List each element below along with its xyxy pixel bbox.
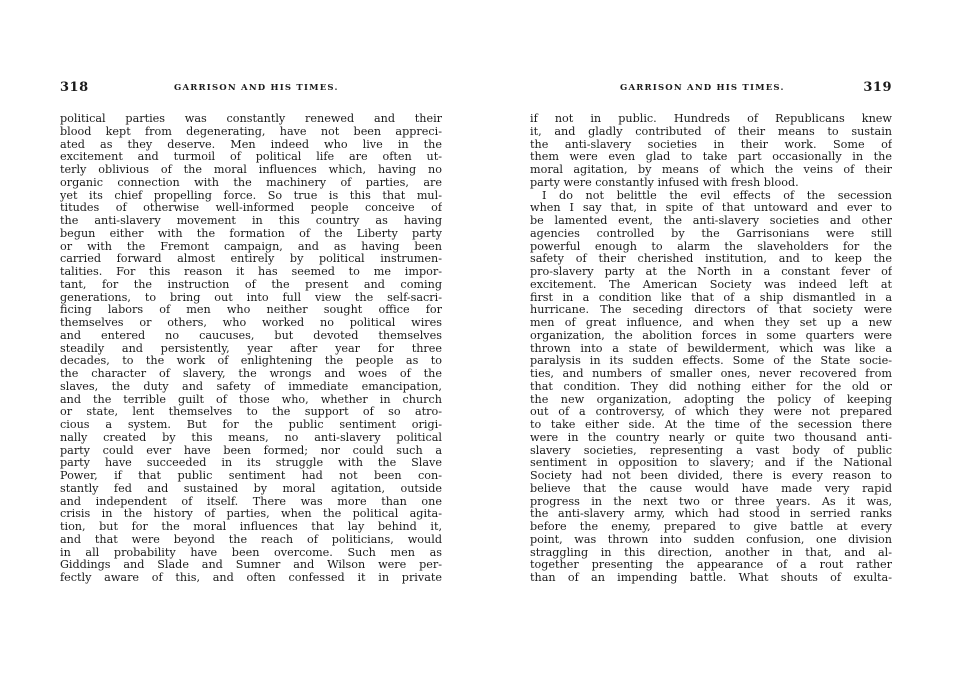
text-line: crisis in the history of parties, when the political agita- [60, 508, 442, 521]
text-line: before the enemy, prepared to give battle at every [530, 521, 892, 533]
text-line: and entered no caucuses, but devoted themselves [60, 329, 442, 342]
text-line: agencies controlled by the Garrisonians were still [530, 227, 892, 240]
text-line: Giddings and Slade and Sumner and Wilson were per- [60, 559, 442, 572]
text-line: straggling in this direction, another in that, and al- [530, 546, 892, 559]
text-line: organization, the abolition forces in some quarters were [530, 329, 892, 342]
text-line: and independent of itself. There was more than one [60, 495, 442, 508]
text-line: carried forward almost entirely by political instrumen- [60, 253, 442, 266]
text-line: the new organization, adopting the policy of keeping [530, 393, 892, 406]
text-line: or state, lent themselves to the support of so atro- [60, 406, 442, 419]
text-line: pro-slavery party at the North in a constant fever of [530, 266, 892, 278]
text-line: moral agitation, by means of which the veins of their [530, 164, 892, 176]
text-line: sentiment in opposition to slavery; and if the National [530, 457, 892, 470]
left-page-number: 318 [60, 80, 89, 95]
text-line: slavery societies, representing a vast body of public [530, 444, 892, 457]
text-line: progress in the next two or three years. As it was, [530, 495, 892, 508]
text-line: point, was thrown into sudden confusion, one division [530, 533, 892, 546]
text-line: talities. For this reason it has seemed to me impor- [60, 266, 442, 278]
left-page [60, 0, 442, 698]
text-line: in all probability have been overcome. Such men as [60, 546, 442, 559]
text-line: when I say that, in spite of that untoward and ever to [530, 202, 892, 215]
right-page-number: 319 [863, 80, 892, 95]
text-line: first in a condition like that of a ship dismantled in a [530, 291, 892, 304]
text-line: thrown into a state of bewilderment, which was like a [530, 342, 892, 355]
text-line: that condition. They did nothing either for the old or [530, 380, 892, 393]
text-line: tant, for the instruction of the present and coming [60, 278, 442, 291]
text-line: be lamented event, the anti-slavery societies and other [530, 215, 892, 227]
text-line: party could ever have been formed; nor could such a [60, 444, 442, 457]
text-line: and the terrible guilt of those who, whether in church [60, 393, 442, 406]
text-line: hurricane. The seceding directors of that society were [530, 304, 892, 317]
text-line: excitement. The American Society was indeed left at [530, 278, 892, 291]
text-line: nally created by this means, no anti-slavery political [60, 431, 442, 444]
text-line: and that were beyond the reach of politicians, would [60, 533, 442, 546]
text-line: out of a controversy, of which they were not prepared [530, 406, 892, 419]
text-line: to take either side. At the time of the secession there [530, 419, 892, 431]
left-page-body-text [60, 113, 442, 585]
text-line: excitement and turmoil of political life are often ut- [60, 151, 442, 164]
text-line: paralysis in its sudden effects. Some of the State socie- [530, 355, 892, 368]
text-line: believe that the cause would have made very rapid [530, 482, 892, 495]
text-line: ficing labors of men who neither sought office for [60, 304, 442, 317]
text-line: political parties was constantly renewed and their [60, 113, 442, 125]
text-line: them were even glad to take part occasionally in the [530, 151, 892, 164]
text-line: cious a system. But for the public sentiment origi- [60, 419, 442, 431]
text-line: themselves or others, who worked no political wires [60, 317, 442, 329]
text-line: yet its chief propelling force. So true is this that mul- [60, 189, 442, 202]
right-running-head: GARRISON AND HIS TIMES. [620, 83, 785, 93]
text-line: steadily and persistently, year after year for three [60, 342, 442, 355]
text-line: party have succeeded in its struggle with the Slave [60, 457, 442, 470]
text-line: the anti-slavery movement in this country as having [60, 215, 442, 227]
text-line: if not in public. Hundreds of Republicans knew [530, 113, 892, 125]
text-line: begun either with the formation of the Liberty party [60, 227, 442, 240]
text-line: were in the country nearly or quite two thousand anti- [530, 431, 892, 444]
text-line: Power, if that public sentiment had not been con- [60, 470, 442, 482]
right-page-header [530, 80, 892, 96]
text-line: it, and gladly contributed of their means to sustain [530, 125, 892, 138]
text-line: the anti-slavery army, which had stood in serried ranks [530, 508, 892, 521]
text-line: titudes of otherwise well-informed people conceive of [60, 202, 442, 215]
text-line: party were constantly infused with fresh blood. [530, 176, 799, 189]
right-page [530, 0, 892, 698]
text-line: fectly aware of this, and often confessed it in private [60, 572, 442, 584]
text-line: decades, to the work of enlightening the people as to [60, 355, 442, 368]
left-page-header [60, 80, 442, 96]
text-line: or with the Fremont campaign, and as having been [60, 240, 442, 253]
text-line: slaves, the duty and safety of immediate emancipation, [60, 380, 442, 393]
text-line: the character of slavery, the wrongs and woes of the [60, 368, 442, 380]
text-line: terly oblivious of the moral influences which, having no [60, 164, 442, 176]
text-line: tion, but for the moral influences that lay behind it, [60, 521, 442, 533]
text-line: powerful enough to alarm the slaveholders for the [530, 240, 892, 253]
text-line: together presenting the appearance of a rout rather [530, 559, 892, 572]
text-line: than of an impending battle. What shouts of exulta- [530, 572, 892, 584]
text-line: I do not belittle the evil effects of the secession [542, 189, 892, 202]
text-line: men of great influence, and when they set up a new [530, 317, 892, 329]
text-line: blood kept from degenerating, have not been appreci- [60, 125, 442, 138]
text-line: safety of their cherished institution, and to keep the [530, 253, 892, 266]
text-line: ties, and numbers of smaller ones, never recovered from [530, 368, 892, 380]
text-line: ated as they deserve. Men indeed who live in the [60, 138, 442, 151]
text-line: the anti-slavery societies in their work. Some of [530, 138, 892, 151]
text-line: organic connection with the machinery of parties, are [60, 176, 442, 189]
text-line: generations, to bring out into full view the self-sacri- [60, 291, 442, 304]
left-running-head: GARRISON AND HIS TIMES. [174, 83, 339, 93]
text-line: stantly fed and sustained by moral agitation, outside [60, 482, 442, 495]
text-line: Society had not been divided, there is every reason to [530, 470, 892, 482]
right-page-body-text [530, 113, 892, 585]
